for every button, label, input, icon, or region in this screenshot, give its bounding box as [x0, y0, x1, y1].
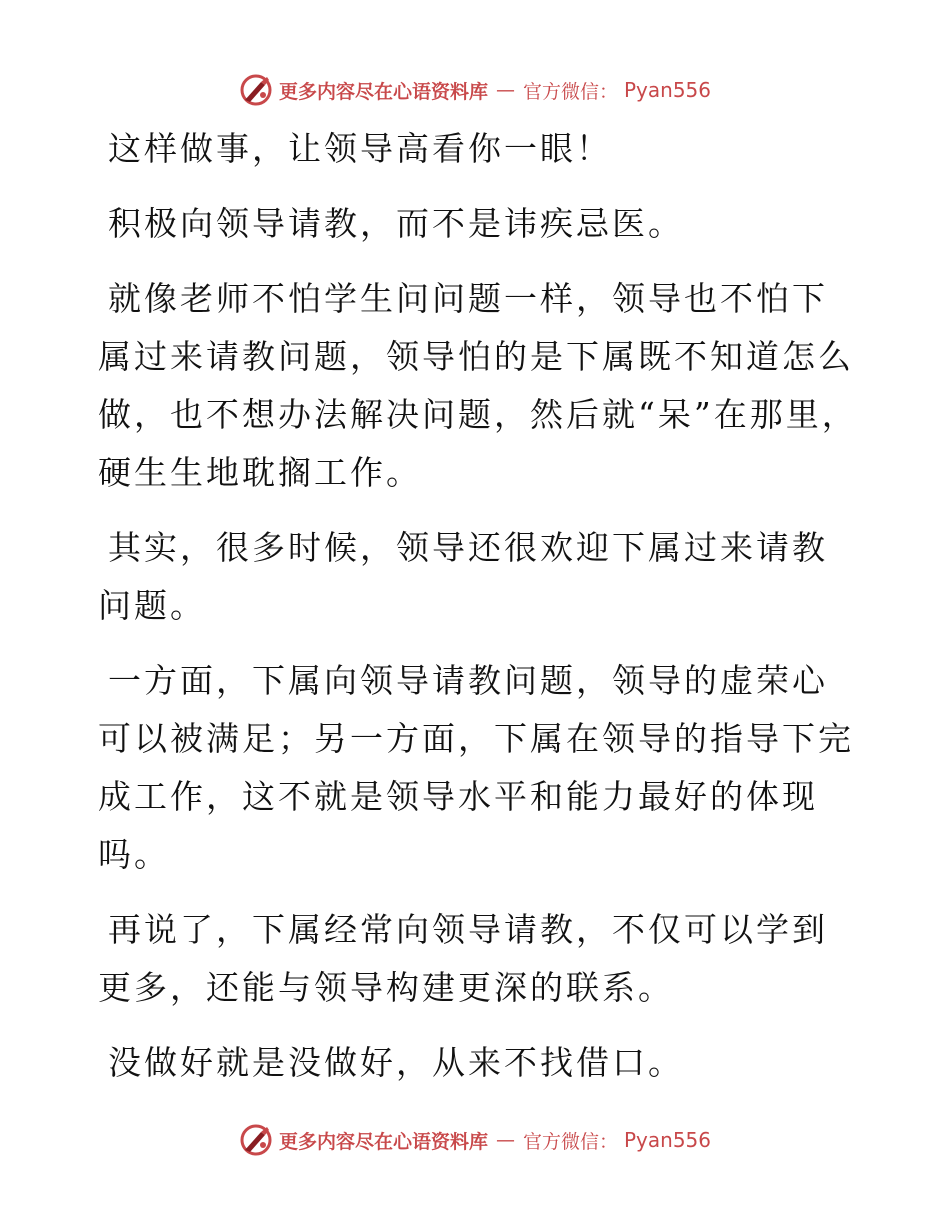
footer-separator: — — [495, 1129, 515, 1151]
paragraph: 其实，很多时候，领导还很欢迎下属过来请教问题。 — [98, 528, 828, 625]
header-wechat-label: 官方微信： — [522, 80, 618, 103]
footer-banner-content — [239, 1123, 711, 1157]
footer-wechat-id: Pyan556 — [624, 1128, 712, 1152]
footer-banner — [0, 1120, 950, 1160]
pen-circle-logo-icon — [239, 1123, 273, 1157]
header-site-text: 更多内容尽在心语资料库 — [278, 80, 488, 103]
header-separator: — — [495, 79, 515, 101]
document-body — [98, 120, 858, 1109]
pen-circle-logo-icon — [239, 73, 273, 107]
header-wechat-id: Pyan556 — [624, 78, 712, 102]
footer-site-text: 更多内容尽在心语资料库 — [278, 1130, 488, 1153]
header-banner-content — [239, 73, 711, 107]
paragraph-title: 这样做事，让领导高看你一眼！ — [108, 129, 612, 168]
paragraph: 一方面，下属向领导请教问题，领导的虚荣心可以被满足；另一方面，下属在领导的指导下完成工作，这不就是领导水平和能力最好的体现吗。 — [98, 661, 854, 874]
paragraph: 没做好就是没做好，从来不找借口。 — [108, 1043, 684, 1082]
paragraph: 再说了，下属经常向领导请教，不仅可以学到更多，还能与领导构建更深的联系。 — [98, 910, 828, 1007]
header-banner — [0, 70, 950, 110]
paragraph: 积极向领导请教，而不是讳疾忌医。 — [108, 204, 684, 243]
footer-wechat-label: 官方微信： — [522, 1130, 618, 1153]
paragraph: 就像老师不怕学生问问题一样，领导也不怕下属过来请教问题，领导怕的是下属既不知道怎么做，也不想办法解决问题，然后就“呆”在那里，硬生生地耽搁工作。 — [98, 279, 858, 492]
